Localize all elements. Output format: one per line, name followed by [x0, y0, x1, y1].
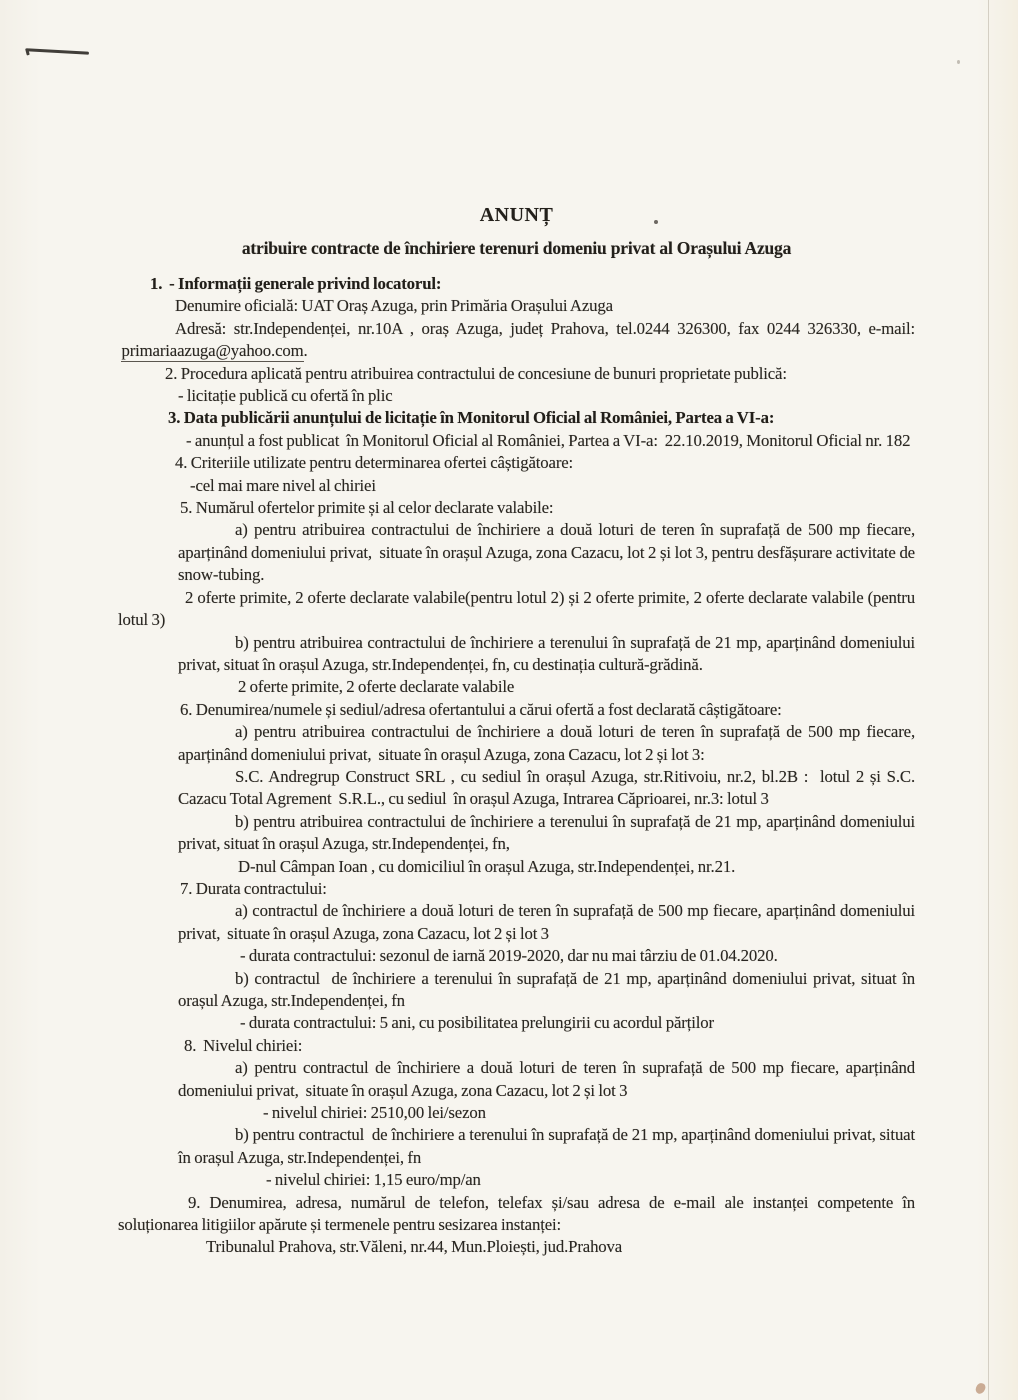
scan-speck-artifact	[957, 60, 960, 64]
paragraph: 2. Procedura aplicată pentru atribuirea contractului de concesiune de bunuri proprietate publică:	[165, 363, 787, 383]
paragraph: - nivelul chiriei: 2510,00 lei/sezon	[263, 1103, 486, 1123]
paragraph: 6. Denumirea/numele și sediul/adresa ofertantului a cărui ofertă a fost declarată câștigătoare:	[180, 699, 782, 719]
paragraph: 7. Durata contractului:	[180, 878, 327, 898]
paragraph: Adresă: str.Independenței, nr.10A , oraș Azuga, județ Prahova, tel.0244 326300, fax 0244 326330, e-mail: primariaazuga@yahoo.com.	[118, 318, 915, 361]
paragraph: 5. Numărul ofertelor primite și al celor declarate valabile:	[180, 498, 554, 518]
paragraph: D-nul Câmpan Ioan , cu domiciliul în orașul Azuga, str.Independenței, nr.21.	[238, 856, 736, 876]
paragraph: 2 oferte primite, 2 oferte declarate valabile(pentru lotul 2) și 2 oferte primite, 2 oferte declarate valabile (pentru lotul 3)	[118, 587, 915, 630]
paragraph: S.C. Andregrup Construct SRL , cu sediul în orașul Azuga, str.Ritivoiu, nr.2, bl.2B : lotul 2 și S.C. Cazacu Total Agrement S.R.L., cu sediul în orașul Azuga, Intrarea Căprioarei, nr.3: lotul 3	[178, 766, 915, 809]
paragraph: b) contractul de închiriere a terenului în suprafață de 21 mp, aparținând domeniului privat, situat în orașul Azuga, str.Independenței, fn	[178, 968, 915, 1010]
document-subtitle: atribuire contracte de închiriere terenuri domeniu privat al Orașului Azuga	[241, 238, 792, 258]
paragraph: 9. Denumirea, adresa, numărul de telefon, telefax și/sau adresa de e-mail ale instanței competente în soluționarea litigiilor apărute și termenele pentru sesizarea instanței:	[118, 1192, 915, 1235]
paragraph: a) pentru atribuirea contractului de închiriere a două loturi de teren în suprafață de 500 mp fiecare, aparținând domeniului privat, situate în orașul Azuga, zona Cazacu, lot 2 și lot 3, pentru desfășurare activitate de snow-tubing.	[178, 520, 915, 585]
paragraph: 1. - Informații generale privind locatorul:	[150, 274, 442, 293]
email-link: primariaazuga@yahoo.com	[121, 341, 304, 361]
paragraph: Denumire oficială: UAT Oraș Azuga, prin Primăria Orașului Azuga	[175, 296, 613, 316]
paragraph: b) pentru contractul de închiriere a terenului în suprafață de 21 mp, aparținând domeniului privat, situat în orașul Azuga, str.Independenței, fn	[178, 1125, 915, 1167]
corner-mark-artifact	[974, 1382, 986, 1395]
paragraph: - durata contractului: 5 ani, cu posibilitatea prelungirii cu acordul părților	[240, 1013, 714, 1033]
paragraph: b) pentru atribuirea contractului de închiriere a terenului în suprafață de 21 mp, aparținând domeniului privat, situat în orașul Azuga, str.Independenței, fn,	[178, 811, 915, 854]
document-body	[118, 273, 915, 1259]
paragraph: - licitație publică cu ofertă în plic	[178, 386, 393, 406]
scan-dot-artifact	[654, 220, 658, 224]
paragraph: b) pentru atribuirea contractului de închiriere a terenului în suprafață de 21 mp, aparținând domeniului privat, situat în orașul Azuga, str.Independenței, fn, cu destinația cultură-grădină.	[178, 632, 915, 674]
paragraph: 8. Nivelul chiriei:	[184, 1035, 303, 1055]
paragraph: 3. Data publicării anunțului de licitație în Monitorul Oficial al României, Partea a VI-a:	[168, 408, 775, 428]
paragraph: a) contractul de închiriere a două loturi de teren în suprafață de 500 mp fiecare, aparținând domeniului privat, situate în orașul Azuga, zona Cazacu, lot 2 și lot 3	[178, 901, 915, 943]
paragraph: - nivelul chiriei: 1,15 euro/mp/an	[266, 1170, 481, 1190]
paragraph: a) pentru contractul de închiriere a două loturi de teren în suprafață de 500 mp fiecare, aparținând domeniului privat, situate în orașul Azuga, zona Cazacu, lot 2 și lot 3	[178, 1058, 915, 1100]
pen-mark-artifact	[27, 48, 89, 54]
paragraph: - anunțul a fost publicat în Monitorul Oficial al României, Partea a VI-a: 22.10.2019, Monitorul Oficial nr. 182	[186, 430, 911, 450]
document-title: ANUNȚ	[479, 204, 554, 226]
paragraph: Tribunalul Prahova, str.Văleni, nr.44, Mun.Ploiești, jud.Prahova	[206, 1237, 623, 1257]
paragraph: 4. Criteriile utilizate pentru determinarea ofertei câștigătoare:	[175, 453, 574, 473]
paragraph: -cel mai mare nivel al chiriei	[190, 475, 376, 495]
paragraph: a) pentru atribuirea contractului de închiriere a două loturi de teren în suprafață de 500 mp fiecare, aparținând domeniului privat, situate în orașul Azuga, zona Cazacu, lot 2 și lot 3:	[178, 722, 915, 764]
paragraph: - durata contractului: sezonul de iarnă 2019-2020, dar nu mai târziu de 01.04.2020.	[240, 946, 778, 966]
paragraph: 2 oferte primite, 2 oferte declarate valabile	[238, 677, 515, 697]
